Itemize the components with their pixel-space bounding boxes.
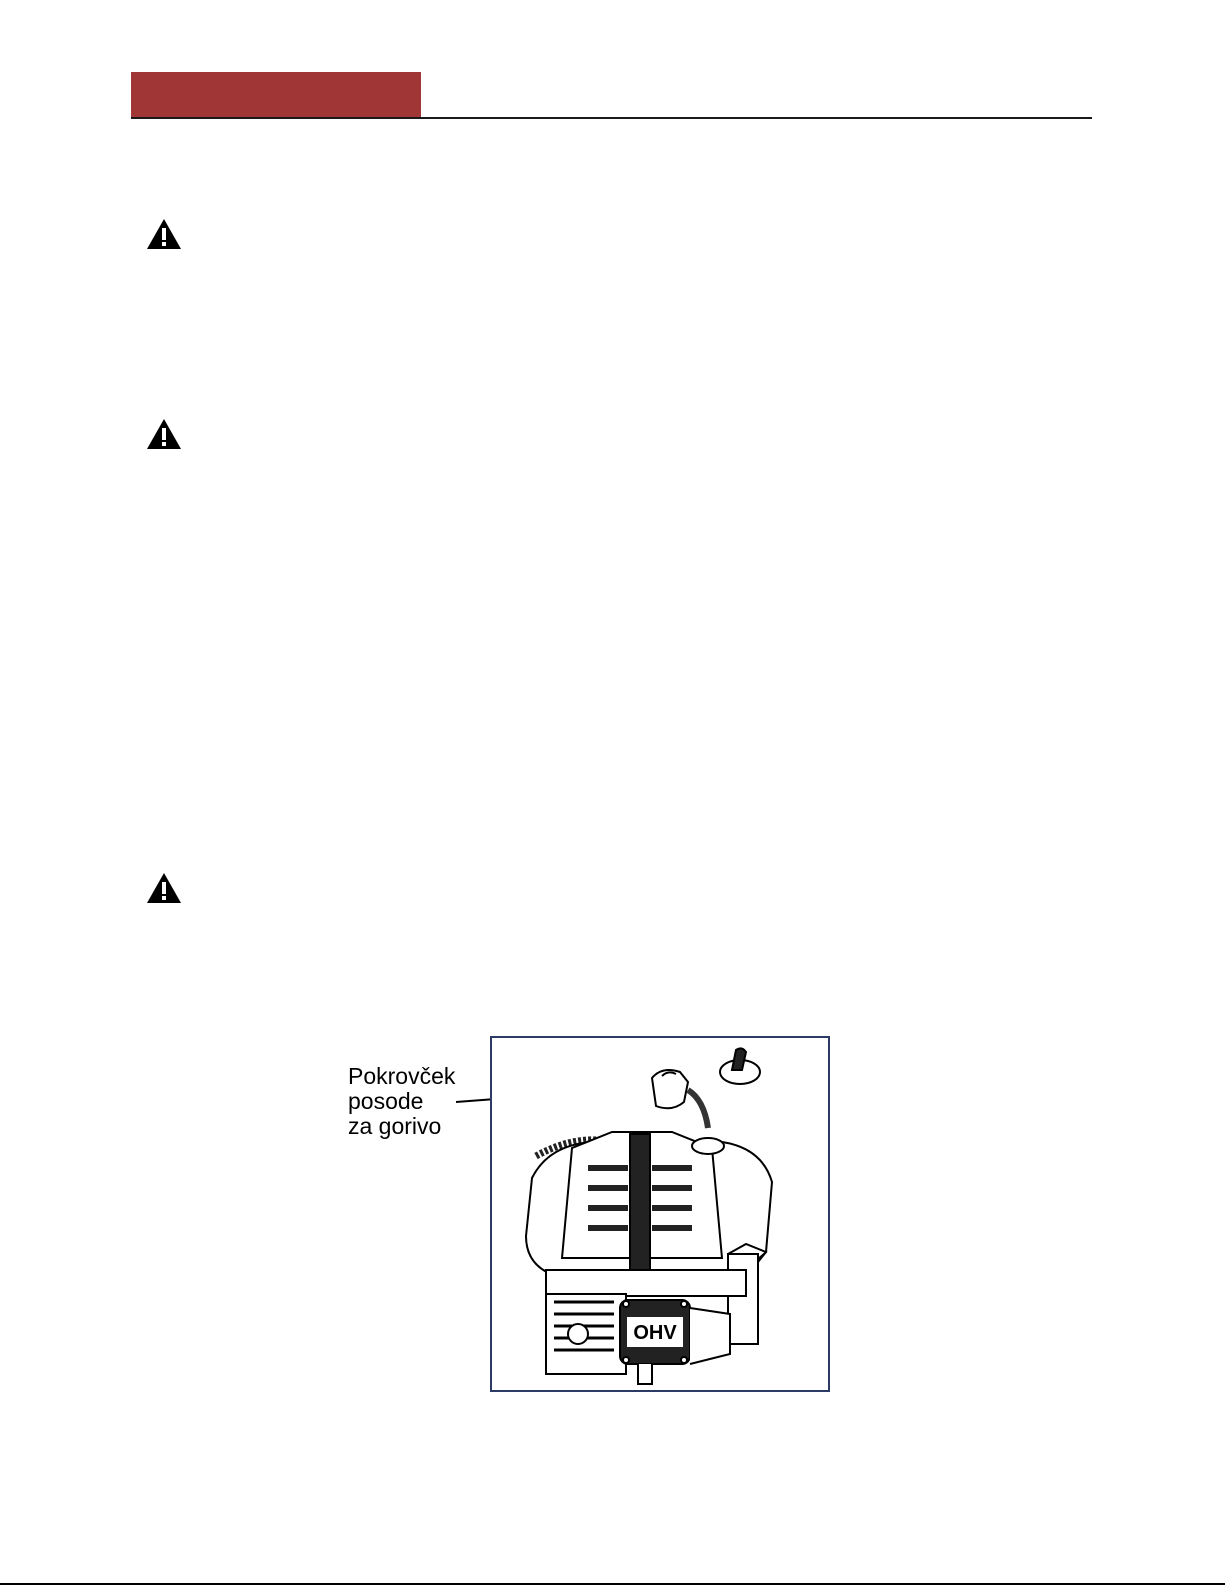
header-rule <box>131 117 1092 119</box>
header-tab <box>131 72 421 118</box>
engine-badge-text: OHV <box>633 1322 677 1344</box>
warning-triangle-icon <box>146 872 182 904</box>
callout-line: Pokrovček <box>348 1063 456 1089</box>
callout-line: posode <box>348 1088 424 1114</box>
warning-triangle-icon <box>146 218 182 250</box>
warning-triangle-icon <box>146 418 182 450</box>
fuel-cap-callout-label <box>348 1064 455 1139</box>
callout-line: za gorivo <box>348 1113 442 1139</box>
engine-illustration <box>492 1038 828 1390</box>
engine-figure <box>490 1036 830 1392</box>
